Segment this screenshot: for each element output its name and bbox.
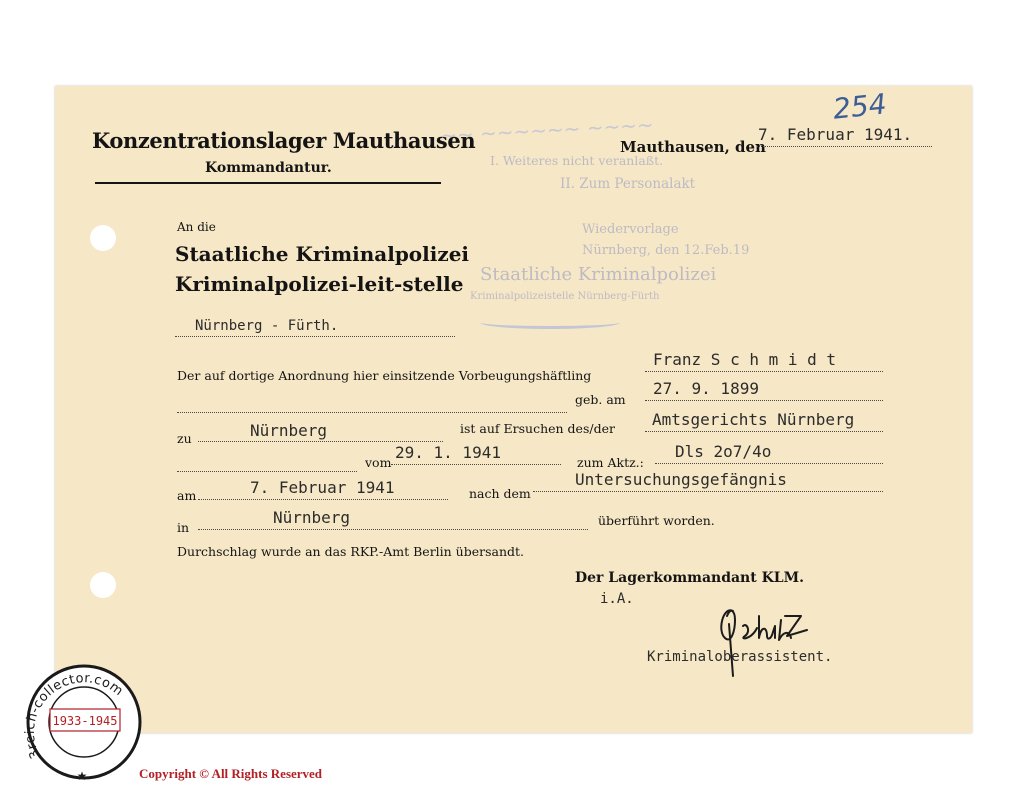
recipient-line-2: Kriminalpolizei-leit-stelle: [175, 272, 464, 296]
prisoner-origin: Nürnberg: [250, 421, 328, 440]
document-paper: [55, 86, 972, 733]
birth-date-underline: [645, 400, 883, 401]
stamp-line-1: I. Weiteres nicht veranlaßt.: [490, 153, 664, 168]
date-underline: [757, 146, 932, 147]
camp-name: Konzentrationslager Mauthausen: [92, 128, 476, 153]
reference-underline: [655, 463, 883, 464]
seal-star-icon: ★: [76, 769, 88, 783]
header-rule: [95, 182, 441, 184]
i-a-note: i.A.: [600, 591, 634, 607]
stamp-line-6: Kriminalpolizeistelle Nürnberg-Fürth: [470, 291, 660, 302]
office-name: Kommandantur.: [205, 160, 332, 176]
requesting-court: Amtsgerichts Nürnberg: [652, 410, 855, 429]
seal-years: 1933-1945: [52, 714, 118, 728]
recipient-city: Nürnberg - Fürth.: [195, 318, 339, 334]
prisoner-name-underline: [645, 371, 883, 372]
vom-leader: [177, 471, 357, 472]
aktz-label: zum Aktz.:: [577, 455, 644, 470]
official-rank: Kriminaloberassistent.: [647, 649, 833, 665]
commandant-title: Der Lagerkommandant KLM.: [575, 570, 804, 586]
zu-label: zu: [177, 431, 192, 446]
birth-date: 27. 9. 1899: [653, 379, 759, 398]
origin-underline: [198, 441, 443, 442]
destination-city: Nürnberg: [273, 508, 351, 527]
recipient-city-underline: [175, 336, 455, 337]
seal-ring-text: 3reich-collector.com: [22, 671, 126, 761]
receipt-stamp: [420, 112, 750, 336]
order-date: 29. 1. 1941: [395, 443, 501, 462]
recipient-prefix: An die: [177, 220, 216, 234]
nach-dem-label: nach dem: [469, 486, 531, 501]
request-label: ist auf Ersuchen des/der: [460, 421, 615, 436]
birth-label: geb. am: [575, 392, 626, 407]
am-label: am: [177, 488, 197, 503]
stamp-line-2: II. Zum Personalakt: [560, 176, 696, 192]
punch-hole-bottom: [90, 572, 116, 598]
destination-city-underline: [198, 529, 588, 530]
collector-seal: [16, 658, 156, 788]
handwritten-scribble: ~~ ~~~~~~ ~~~~: [439, 112, 655, 148]
destination-facility: Untersuchungsgefängnis: [575, 470, 787, 489]
in-label: in: [177, 520, 190, 535]
stamp-line-3: Wiedervorlage: [582, 222, 679, 237]
file-reference: Dls 2o7/4o: [675, 442, 772, 461]
punch-hole-top: [90, 225, 116, 251]
stamp-line-4: Nürnberg, den 12.Feb.19: [582, 243, 750, 258]
court-underline: [645, 431, 883, 432]
place-label: Mauthausen, den: [620, 138, 766, 156]
recipient-line-1: Staatliche Kriminalpolizei: [175, 242, 470, 266]
stamp-line-5: Staatliche Kriminalpolizei: [480, 264, 717, 285]
destination-underline: [533, 491, 883, 492]
prisoner-label: Der auf dortige Anordnung hier einsitzende Vorbeugungshäftling: [177, 368, 592, 383]
vom-label: vom: [365, 455, 392, 470]
copyright-notice: Copyright © All Rights Reserved: [139, 766, 323, 781]
document-number: 254: [831, 87, 889, 126]
order-date-underline: [391, 464, 561, 465]
transfer-date-underline: [198, 499, 448, 500]
stamp-scrawl: [480, 316, 620, 329]
transferred-label: überführt worden.: [598, 513, 715, 528]
prisoner-name: Franz S c h m i d t: [653, 350, 837, 369]
handwritten-signature: [705, 576, 815, 686]
birth-leader: [177, 412, 567, 413]
copy-note: Durchschlag wurde an das RKP.-Amt Berlin übersandt.: [177, 544, 525, 559]
letter-date: 7. Februar 1941.: [758, 125, 913, 144]
transfer-date: 7. Februar 1941: [250, 478, 395, 497]
